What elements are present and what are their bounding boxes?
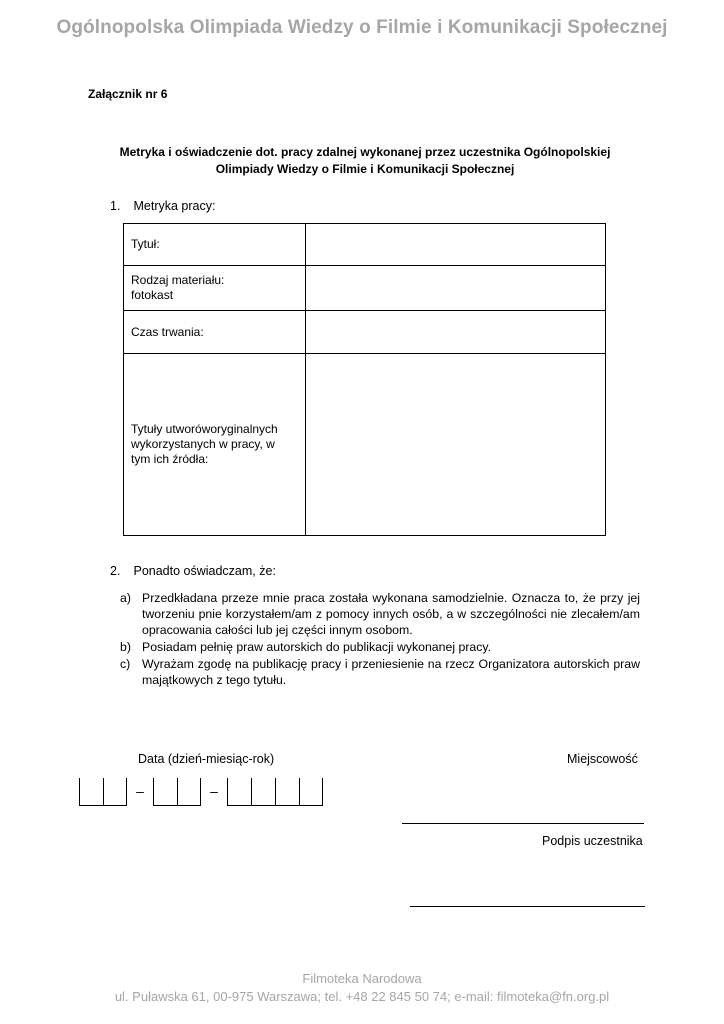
footer-contact: ul. Puławska 61, 00-975 Warszawa; tel. +48 22 845 50 74; e-mail: filmoteka@fn.org.pl [114, 989, 610, 1004]
date-day-digit-2[interactable] [103, 778, 127, 806]
date-year-digit-2[interactable] [251, 778, 275, 806]
declaration-item-c [120, 656, 640, 688]
section-1-number: 1. [110, 199, 121, 213]
declaration-text: Przedkładana przeze mnie praca została wykonana samodzielnie. Oznacza to, że przy jej tworzeniu pnie korzystałem/am z pomocy innych osób, a w szczególności nie zlecałem/am opracowania całości lub jej części innym osobom. [142, 591, 640, 637]
label-cell-material-type [124, 266, 306, 311]
document-title [95, 144, 635, 178]
declarations-list [120, 590, 640, 689]
section-2-title: Ponadto oświadczam, że: [133, 564, 276, 578]
label-cell-title [124, 224, 306, 266]
date-separator: – [136, 783, 144, 799]
table-row-title [124, 224, 606, 266]
row-label-line-2: wykorzystanych w pracy, w [131, 437, 275, 451]
date-year-digit-1[interactable] [227, 778, 251, 806]
footer-organization: Filmoteka Narodowa [302, 971, 422, 986]
declaration-text: Posiadam pełnię praw autorskich do publikacji wykonanej pracy. [142, 640, 492, 654]
declaration-item-b [120, 639, 640, 655]
value-cell-title[interactable] [306, 224, 606, 266]
table-row-material-type [124, 266, 606, 311]
date-month-digit-1[interactable] [153, 778, 177, 806]
date-label: Data (dzień-miesiąc-rok) [138, 752, 275, 766]
value-cell-sources[interactable] [306, 354, 606, 536]
metadata-table [123, 223, 606, 536]
row-label: Czas trwania: [131, 324, 204, 339]
declaration-letter: b) [120, 640, 131, 654]
label-cell-duration [124, 311, 306, 354]
table-row-sources [124, 354, 606, 536]
place-label: Miejscowość [567, 752, 638, 766]
row-label: Rodzaj materiału: [131, 273, 225, 287]
declaration-item-a [120, 590, 640, 638]
section-2-heading [110, 564, 276, 578]
annex-number: Załącznik nr 6 [88, 87, 168, 101]
label-cell-sources [124, 354, 306, 536]
place-signature-line[interactable] [402, 823, 644, 824]
section-2-number: 2. [110, 564, 121, 578]
document-title-line-2: Olimpiady Wiedzy o Filmie i Komunikacji Społecznej [215, 162, 515, 176]
row-label-value: fotokast [131, 288, 174, 302]
page-header-title: Ogólnopolska Olimpiada Wiedzy o Filmie i Komunikacji Społecznej [56, 17, 668, 38]
row-label-line-1: Tytuły utworóworyginalnych [131, 422, 278, 436]
row-label: Tytuł: [131, 237, 160, 251]
document-title-line-1: Metryka i oświadczenie dot. pracy zdalnej wykonanej przez uczestnika Ogólnopolskiej [119, 145, 611, 159]
date-day-digit-1[interactable] [79, 778, 103, 806]
declaration-text: Wyrażam zgodę na publikację pracy i przeniesienie na rzecz Organizatora autorskich praw majątkowych z tego tytułu. [142, 657, 640, 687]
date-separator: – [210, 783, 218, 799]
date-input-boxes [79, 776, 323, 806]
row-label-line-3: tym ich źródła: [131, 452, 209, 466]
table-row-duration [124, 311, 606, 354]
declaration-letter: c) [120, 657, 131, 671]
signature-label: Podpis uczestnika [542, 834, 643, 848]
date-year-digit-3[interactable] [275, 778, 299, 806]
date-month-digit-2[interactable] [177, 778, 201, 806]
section-1-title: Metryka pracy: [133, 199, 216, 213]
section-1-heading [110, 199, 215, 213]
value-cell-duration[interactable] [306, 311, 606, 354]
signature-line[interactable] [410, 906, 645, 907]
declaration-letter: a) [120, 591, 131, 605]
date-year-digit-4[interactable] [299, 778, 323, 806]
value-cell-material-type[interactable] [306, 266, 606, 311]
